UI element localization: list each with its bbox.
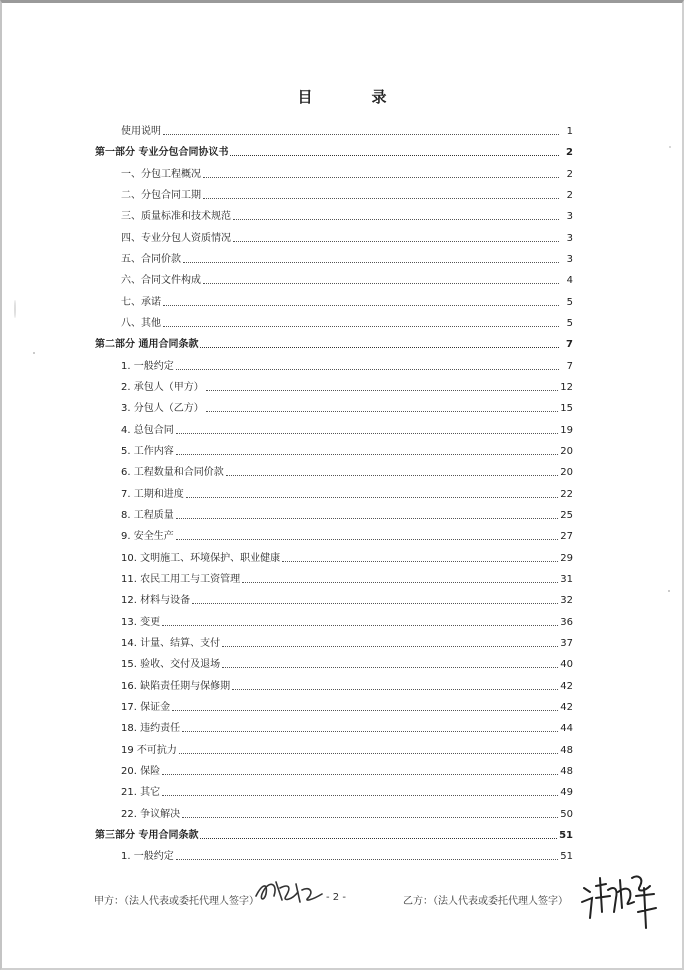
toc-entry-title: 4. 总包合同 xyxy=(121,424,174,436)
toc-entry xyxy=(121,167,573,181)
toc-dot-leader xyxy=(203,176,559,178)
toc-page-number: 51 xyxy=(559,829,573,841)
toc-entry xyxy=(121,508,573,522)
toc-entry-title: 1. 一般约定 xyxy=(121,851,174,863)
toc-page-number: 25 xyxy=(560,509,573,521)
toc-dot-leader xyxy=(182,730,558,732)
toc-page-number: 7 xyxy=(566,360,573,372)
toc-page-number: 2 xyxy=(566,168,573,180)
toc-dot-leader xyxy=(203,197,559,199)
toc-page-number: 20 xyxy=(560,467,573,479)
toc-dot-leader xyxy=(233,240,559,242)
toc-page-number: 20 xyxy=(560,445,573,457)
toc-entry-title: 13. 变更 xyxy=(121,616,161,628)
toc-page-number: 2 xyxy=(566,189,573,201)
toc-entry xyxy=(121,423,573,437)
toc-entry-title: 16. 缺陷责任期与保修期 xyxy=(121,680,231,692)
toc-entry-title: 八、其他 xyxy=(121,317,161,329)
toc-entry xyxy=(121,593,573,607)
party-a-handwritten-signature xyxy=(252,874,332,908)
toc-dot-leader xyxy=(172,709,558,711)
toc-page-number: 42 xyxy=(560,701,573,713)
toc-dot-leader xyxy=(226,474,559,476)
toc-entry xyxy=(121,444,573,458)
toc-dot-leader xyxy=(206,410,559,412)
toc-entry xyxy=(121,743,573,757)
toc-entry xyxy=(121,380,573,394)
toc-page-number: 32 xyxy=(560,595,573,607)
toc-entry-title: 三、质量标准和技术规范 xyxy=(121,211,231,223)
toc-entry-title: 18. 违约责任 xyxy=(121,723,181,735)
toc-page-number: 15 xyxy=(560,403,573,415)
toc-part-heading xyxy=(95,828,573,842)
toc-entry xyxy=(121,807,573,821)
toc-dot-leader xyxy=(242,581,558,583)
toc-dot-leader xyxy=(176,858,559,860)
toc-entry xyxy=(121,273,573,287)
toc-entry xyxy=(121,188,573,202)
toc-entry xyxy=(121,465,573,479)
party-b-signature-label: 乙方：（法人代表或委托代理人签字） xyxy=(403,896,568,907)
toc-entry-title: 3. 分包人（乙方） xyxy=(121,403,204,415)
toc-dot-leader xyxy=(186,496,559,498)
toc-entry xyxy=(121,572,573,586)
toc-page-number: 5 xyxy=(566,296,573,308)
toc-entry xyxy=(121,700,573,714)
toc-page-number: 49 xyxy=(560,787,573,799)
toc-entry xyxy=(121,615,573,629)
toc-page-number: 22 xyxy=(560,488,573,500)
toc-dot-leader xyxy=(182,816,558,818)
toc-entry-title: 22. 争议解决 xyxy=(121,808,181,820)
party-a-signature-label: 甲方：（法人代表或委托代理人签字） xyxy=(94,896,259,907)
toc-page-number: 7 xyxy=(566,339,573,351)
toc-dot-leader xyxy=(200,346,559,348)
toc-entry-title: 9. 安全生产 xyxy=(121,531,174,543)
toc-dot-leader xyxy=(176,517,559,519)
toc-dot-leader xyxy=(176,453,559,455)
toc-entry xyxy=(121,231,573,245)
toc-entry xyxy=(121,252,573,266)
toc-entry-title: 10. 文明施工、环境保护、职业健康 xyxy=(121,552,281,564)
toc-dot-leader xyxy=(179,752,558,754)
toc-entry xyxy=(121,721,573,735)
toc-entry xyxy=(121,209,573,223)
party-b-handwritten-signature xyxy=(578,868,662,940)
toc-entry-title: 12. 材料与设备 xyxy=(121,595,191,607)
toc-dot-leader xyxy=(203,282,559,284)
toc-page-number: 2 xyxy=(566,147,573,159)
toc-dot-leader xyxy=(232,688,558,690)
toc-dot-leader xyxy=(163,325,559,327)
toc-dot-leader xyxy=(176,538,559,540)
toc-page-number: 44 xyxy=(560,723,573,735)
toc-page-number: 36 xyxy=(560,616,573,628)
toc-entry-title: 21. 其它 xyxy=(121,787,161,799)
toc-page-number: 1 xyxy=(566,126,573,137)
toc-entry-title: 二、分包合同工期 xyxy=(121,189,201,201)
toc-page-number: 48 xyxy=(560,765,573,777)
toc-dot-leader xyxy=(206,389,559,391)
toc-entry xyxy=(121,295,573,309)
toc-entry-title: 六、合同文件构成 xyxy=(121,275,201,287)
toc-entry-title: 第三部分 专用合同条款 xyxy=(95,829,199,841)
toc-page-number: 31 xyxy=(560,573,573,585)
toc-dot-leader xyxy=(163,133,559,135)
toc-entry-title: 8. 工程质量 xyxy=(121,509,174,521)
toc-entry-title: 第二部分 通用合同条款 xyxy=(95,339,199,351)
page-number: - 2 - xyxy=(326,892,346,903)
toc-entry-title: 5. 工作内容 xyxy=(121,445,174,457)
toc-page-number: 42 xyxy=(560,680,573,692)
toc-page-number: 37 xyxy=(560,637,573,649)
toc-entry xyxy=(121,785,573,799)
toc-page-number: 19 xyxy=(560,424,573,436)
toc-entry-title: 6. 工程数量和合同价款 xyxy=(121,467,224,479)
toc-page-number: 27 xyxy=(560,531,573,543)
toc-dot-leader xyxy=(176,432,559,434)
toc-page-number: 3 xyxy=(566,253,573,265)
toc-entry-title: 五、合同价款 xyxy=(121,253,181,265)
toc-entry xyxy=(121,636,573,650)
toc-entry xyxy=(121,764,573,778)
toc-page-number: 3 xyxy=(566,232,573,244)
toc-page-number: 5 xyxy=(566,317,573,329)
toc-dot-leader xyxy=(222,666,558,668)
toc-entry-title: 15. 验收、交付及退场 xyxy=(121,659,221,671)
toc-page-number: 50 xyxy=(560,808,573,820)
toc-entry-title: 20. 保险 xyxy=(121,765,161,777)
toc-dot-leader xyxy=(176,368,559,370)
toc-entry-title: 2. 承包人（甲方） xyxy=(121,381,204,393)
toc-entry xyxy=(121,487,573,501)
toc-entry xyxy=(121,124,573,138)
toc-entry-title: 使用说明 xyxy=(121,126,161,137)
toc-dot-leader xyxy=(200,837,557,839)
toc-entry xyxy=(121,657,573,671)
toc-page-number: 51 xyxy=(560,851,573,863)
toc-entry xyxy=(121,359,573,373)
toc-entry-title: 7. 工期和进度 xyxy=(121,488,184,500)
toc-entry-title: 17. 保证金 xyxy=(121,701,171,713)
toc-dot-leader xyxy=(222,645,558,647)
toc-dot-leader xyxy=(162,794,558,796)
toc-page-number: 4 xyxy=(566,275,573,287)
toc-dot-leader xyxy=(163,304,559,306)
toc-entry-title: 1. 一般约定 xyxy=(121,360,174,372)
toc-dot-leader xyxy=(183,261,559,263)
toc-entry xyxy=(121,316,573,330)
toc-entry xyxy=(121,679,573,693)
toc-page-number: 40 xyxy=(560,659,573,671)
toc-page-number: 48 xyxy=(560,744,573,756)
toc-entry-title: 14. 计量、结算、支付 xyxy=(121,637,221,649)
toc-dot-leader xyxy=(233,218,559,220)
page-title: 目 录 xyxy=(297,88,409,106)
toc-dot-leader xyxy=(282,560,558,562)
toc-entry-title: 第一部分 专业分包合同协议书 xyxy=(95,147,229,159)
toc-dot-leader xyxy=(230,154,559,156)
toc-page-number: 12 xyxy=(560,381,573,393)
toc-dot-leader xyxy=(192,602,558,604)
toc-entry xyxy=(121,551,573,565)
toc-entry xyxy=(121,529,573,543)
toc-entry-title: 四、专业分包人资质情况 xyxy=(121,232,231,244)
toc-part-heading xyxy=(95,337,573,351)
toc-entry xyxy=(121,849,573,863)
toc-entry-title: 11. 农民工用工与工资管理 xyxy=(121,573,241,585)
toc-part-heading xyxy=(95,145,573,159)
toc-page-number: 29 xyxy=(560,552,573,564)
toc-dot-leader xyxy=(162,773,558,775)
toc-page-number: 3 xyxy=(566,211,573,223)
toc-entry-title: 19 不可抗力 xyxy=(121,744,177,756)
toc-entry xyxy=(121,401,573,415)
toc-dot-leader xyxy=(162,624,558,626)
toc-entry-title: 七、承诺 xyxy=(121,296,161,308)
toc-entry-title: 一、分包工程概况 xyxy=(121,168,201,180)
